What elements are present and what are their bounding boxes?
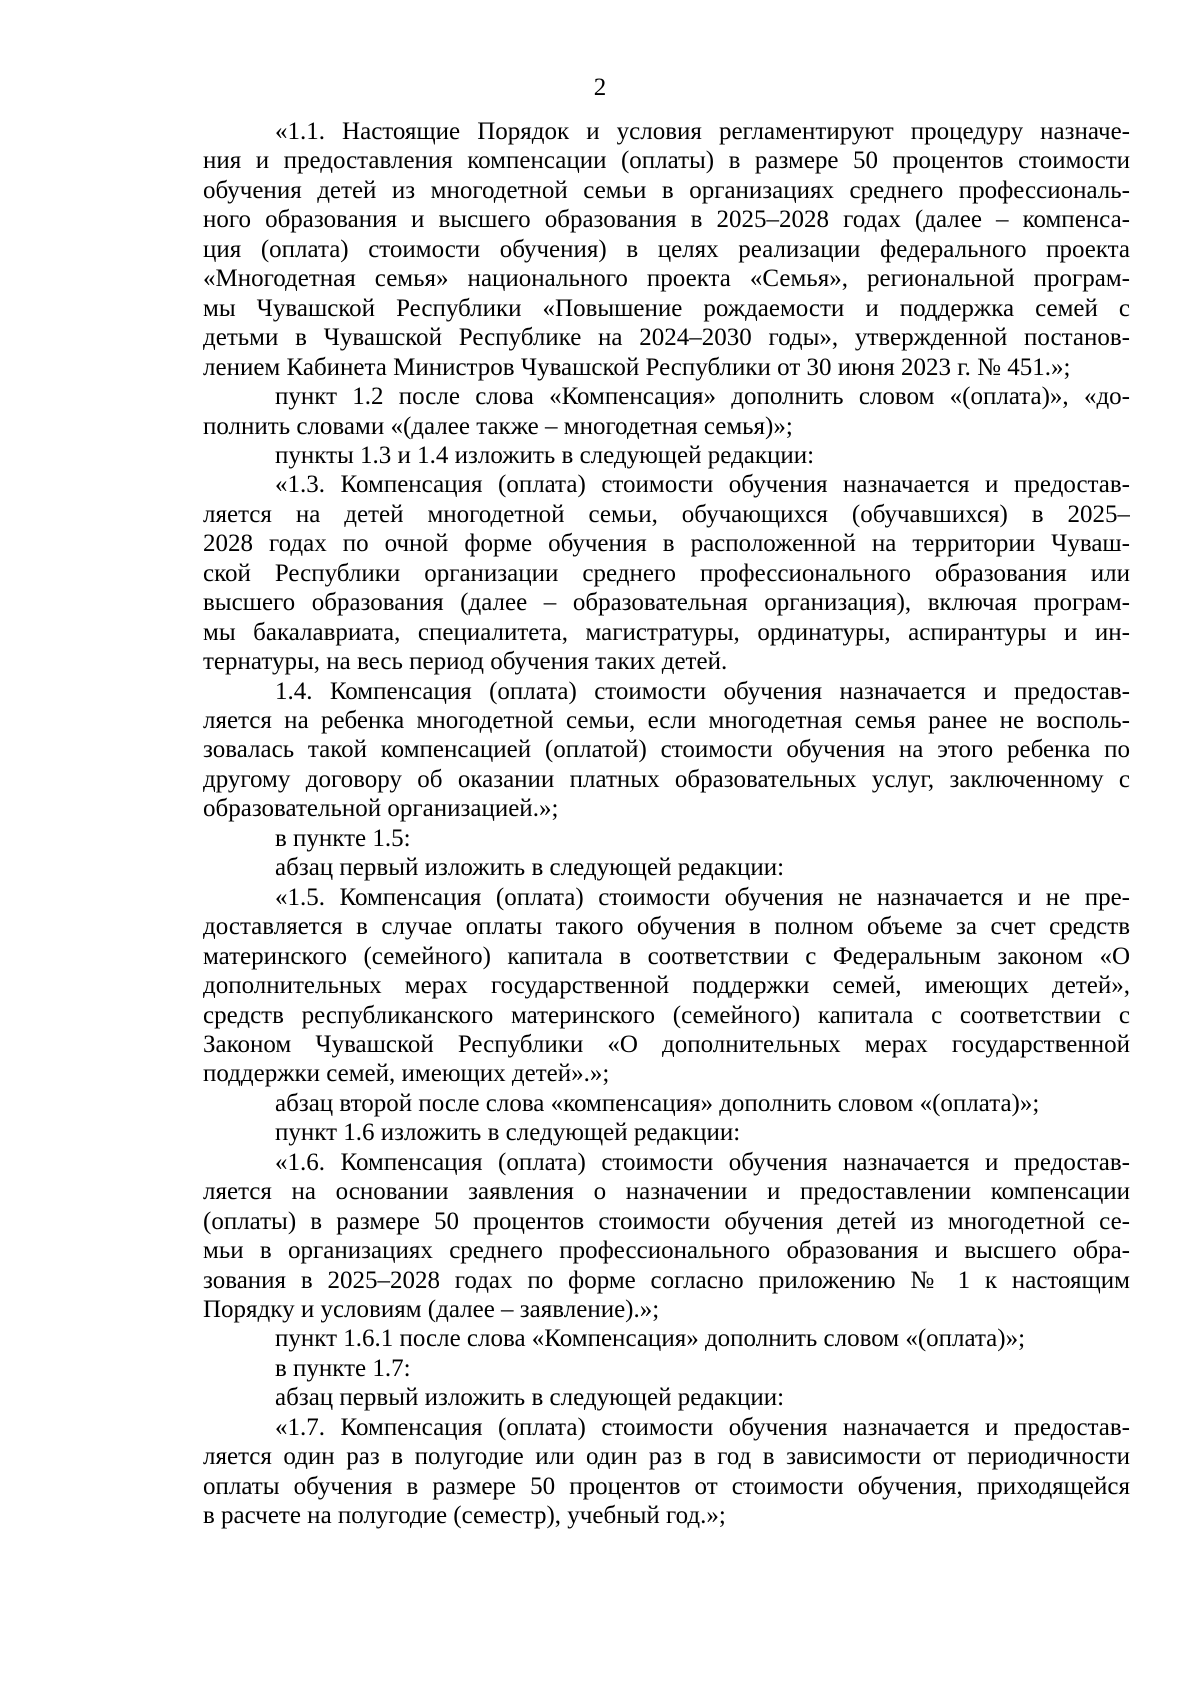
text-line: «1.6. Компенсация (оплата) стоимости обучения назначается и предостав- <box>275 1149 1130 1176</box>
text-line: «1.5. Компенсация (оплата) стоимости обучения не назначается и не пре- <box>275 884 1130 911</box>
text-line: ляется на основании заявления о назначении и предоставлении компенсации <box>203 1178 1130 1205</box>
text-line: в пункте 1.5: <box>275 825 411 852</box>
text-line: (оплаты) в размере 50 процентов стоимости обучения детей из многодетной се- <box>203 1208 1130 1235</box>
text-line: абзац первый изложить в следующей редакции: <box>275 854 785 881</box>
text-line: высшего образования (далее – образовательная организация), включая програм- <box>203 589 1130 616</box>
text-line: пункты 1.3 и 1.4 изложить в следующей редакции: <box>275 442 815 469</box>
text-line: зовалась такой компенсацией (оплатой) стоимости обучения на этого ребенка по <box>203 736 1130 763</box>
text-line: мьи в организациях среднего профессионального образования и высшего обра- <box>203 1237 1130 1264</box>
text-line: другому договору об оказании платных образовательных услуг, заключенному с <box>203 766 1130 793</box>
text-line: ляется один раз в полугодие или один раз в год в зависимости от периодичности <box>203 1443 1130 1470</box>
text-line: Законом Чувашской Республики «О дополнительных мерах государственной <box>203 1031 1130 1058</box>
text-line: ния и предоставления компенсации (оплаты) в размере 50 процентов стоимости <box>203 147 1130 174</box>
text-line: дополнительных мерах государственной поддержки семей, имеющих детей», <box>203 972 1130 999</box>
text-line: доставляется в случае оплаты такого обучения в полном объеме за счет средств <box>203 913 1130 940</box>
text-line: средств республиканского материнского (семейного) капитала с соответствии с <box>203 1002 1130 1029</box>
text-line: лением Кабинета Министров Чувашской Республики от 30 июня 2023 г. № 451.»; <box>203 354 1071 381</box>
text-line: образовательной организацией.»; <box>203 795 559 822</box>
text-line: мы бакалавриата, специалитета, магистратуры, ординатуры, аспирантуры и ин- <box>203 619 1130 646</box>
text-line: 2028 годах по очной форме обучения в расположенной на территории Чуваш- <box>203 530 1130 557</box>
text-line: полнить словами «(далее также – многодетная семья)»; <box>203 413 793 440</box>
text-line: мы Чувашской Республики «Повышение рождаемости и поддержка семей с <box>203 295 1130 322</box>
text-line: «Многодетная семья» национального проекта «Семья», региональной програм- <box>203 265 1130 292</box>
text-line: абзац второй после слова «компенсация» дополнить словом «(оплата)»; <box>275 1090 1040 1117</box>
text-line: пункт 1.6 изложить в следующей редакции: <box>275 1119 741 1146</box>
text-line: ного образования и высшего образования в 2025–2028 годах (далее – компенса- <box>203 206 1130 233</box>
text-line: пункт 1.6.1 после слова «Компенсация» дополнить словом «(оплата)»; <box>275 1325 1026 1352</box>
text-line: Порядку и условиям (далее – заявление).»; <box>203 1296 660 1323</box>
text-line: тернатуры, на весь период обучения таких детей. <box>203 648 728 675</box>
text-line: в расчете на полугодие (семестр), учебный год.»; <box>203 1502 726 1529</box>
text-line: в пункте 1.7: <box>275 1355 411 1382</box>
text-line: оплаты обучения в размере 50 процентов от стоимости обучения, приходящейся <box>203 1473 1130 1500</box>
text-line: детьми в Чувашской Республике на 2024–2030 годы», утвержденной постанов- <box>203 324 1130 351</box>
text-line: ция (оплата) стоимости обучения) в целях реализации федерального проекта <box>203 236 1130 263</box>
text-line: 1.4. Компенсация (оплата) стоимости обучения назначается и предостав- <box>275 678 1130 705</box>
text-line: ляется на детей многодетной семьи, обучающихся (обучавшихся) в 2025– <box>203 501 1130 528</box>
text-line: зования в 2025–2028 годах по форме согласно приложению № 1 к настоящим <box>203 1267 1130 1294</box>
text-line: ской Республики организации среднего профессионального образования или <box>203 560 1130 587</box>
text-line: поддержки семей, имеющих детей».»; <box>203 1060 610 1087</box>
text-line: ляется на ребенка многодетной семьи, если многодетная семья ранее не восполь- <box>203 707 1130 734</box>
text-line: обучения детей из многодетной семьи в организациях среднего профессиональ- <box>203 177 1130 204</box>
text-line: материнского (семейного) капитала в соответствии с Федеральным законом «О <box>203 943 1130 970</box>
text-line: «1.3. Компенсация (оплата) стоимости обучения назначается и предостав- <box>275 471 1130 498</box>
text-line: абзац первый изложить в следующей редакции: <box>275 1384 785 1411</box>
text-line: «1.7. Компенсация (оплата) стоимости обучения назначается и предостав- <box>275 1414 1130 1441</box>
text-line: «1.1. Настоящие Порядок и условия регламентируют процедуру назначе- <box>275 118 1130 145</box>
text-line: пункт 1.2 после слова «Компенсация» дополнить словом «(оплата)», «до- <box>275 383 1130 410</box>
page-number: 2 <box>593 74 607 101</box>
